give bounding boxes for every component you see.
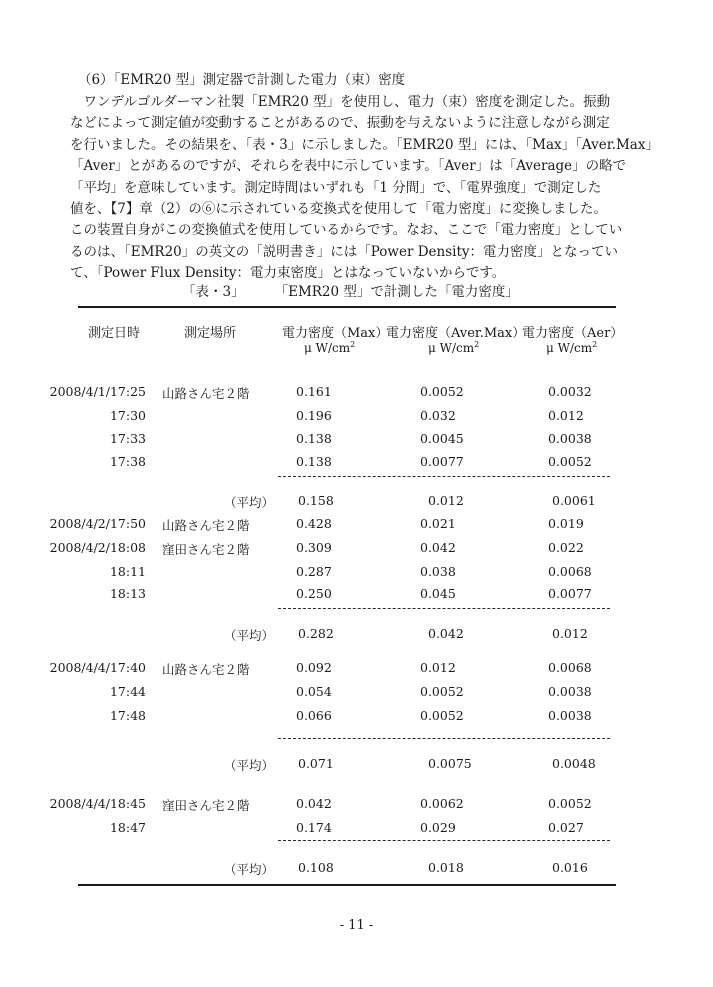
average-avermax-cell: 0.042: [428, 626, 464, 641]
average-aer-cell: 0.016: [552, 860, 588, 875]
max-cell: 0.428: [296, 516, 332, 531]
datetime-cell: 2008/4/4/17:40: [49, 660, 146, 675]
aer-cell: 0.0052: [548, 454, 592, 469]
dashed-separator: [278, 476, 610, 477]
table-caption: [182, 280, 519, 300]
header-place: 測定場所: [184, 326, 237, 341]
paragraph-line: などによって測定値が変動することがあるので、振動を与えないように注意しながら測定: [70, 115, 610, 132]
datetime-cell: 18:47: [109, 820, 146, 835]
paragraph-line: 値を、【7】章（2）の⑥に示されている変換式を使用して「電力密度」に変換しました。: [70, 201, 607, 218]
aer-cell: 0.0052: [548, 796, 592, 811]
dashed-separator: [278, 738, 610, 739]
avermax-cell: 0.0062: [420, 796, 464, 811]
aer-cell: 0.0038: [548, 684, 592, 699]
header-avermax: 電力密度（Aver.Max）: [386, 326, 526, 341]
datetime-cell: 17:38: [109, 454, 146, 469]
paragraph-line: るのは、「EMR20」の英文の「説明書き」には「Power Density：電力密度」となってい: [70, 243, 619, 260]
average-max-cell: 0.108: [298, 860, 334, 875]
aer-cell: 0.0032: [548, 384, 592, 399]
max-cell: 0.066: [296, 708, 332, 723]
paragraph-line: を行いました。その結果を、「表・3」に示しました。「EMR20 型」には、「Max」「Aver.Max」: [70, 136, 659, 153]
avermax-cell: 0.029: [420, 820, 456, 835]
max-cell: 0.042: [296, 796, 332, 811]
dashed-separator: [278, 840, 610, 841]
max-cell: 0.287: [296, 564, 332, 579]
avermax-cell: 0.0052: [420, 708, 464, 723]
aer-cell: 0.022: [548, 540, 584, 555]
place-cell: 山路さん宅２階: [162, 386, 250, 401]
body-paragraph: [70, 92, 659, 285]
aer-cell: 0.0068: [548, 660, 592, 675]
aer-cell: 0.019: [548, 516, 584, 531]
place-cell: 窪田さん宅２階: [162, 542, 250, 557]
table-caption-title: 「EMR20 型」で計測した「電力密度」: [274, 284, 519, 300]
datetime-cell: 17:33: [109, 431, 146, 446]
average-label: （平均）: [224, 862, 275, 877]
average-max-cell: 0.158: [298, 493, 334, 508]
page-number: - 11 -: [339, 918, 374, 933]
avermax-cell: 0.0052: [420, 684, 464, 699]
avermax-cell: 0.0052: [420, 384, 464, 399]
datetime-cell: 17:44: [109, 684, 146, 699]
avermax-cell: 0.012: [420, 660, 456, 675]
average-label: （平均）: [224, 495, 275, 510]
place-cell: 山路さん宅２階: [162, 662, 250, 677]
datetime-cell: 2008/4/1/17:25: [49, 384, 146, 399]
section-heading: （6）「EMR20 型」測定器で計測した電力（束）密度: [78, 72, 406, 88]
place-cell: 山路さん宅２階: [162, 518, 250, 533]
average-label: （平均）: [224, 758, 275, 773]
avermax-cell: 0.021: [420, 516, 456, 531]
average-avermax-cell: 0.018: [428, 860, 464, 875]
average-label: （平均）: [224, 628, 275, 643]
table-caption-label: 「表・3」: [182, 284, 245, 300]
unit-max-prefix: μ W/cm: [304, 341, 351, 355]
average-aer-cell: 0.0061: [552, 493, 596, 508]
max-cell: 0.138: [296, 454, 332, 469]
average-aer-cell: 0.012: [552, 626, 588, 641]
table-bottom-rule: [78, 884, 616, 886]
avermax-cell: 0.0077: [420, 454, 464, 469]
unit-aer-prefix: μ W/cm: [546, 341, 593, 355]
average-aer-cell: 0.0048: [552, 756, 596, 771]
aer-cell: 0.0038: [548, 708, 592, 723]
paragraph-line: ワンデルゴルダーマン社製「EMR20 型」を使用し、電力（束）密度を測定した。振動: [70, 94, 611, 110]
unit-avermax-exp: 2: [474, 340, 480, 349]
aer-cell: 0.0077: [548, 586, 592, 601]
avermax-cell: 0.0045: [420, 431, 464, 446]
unit-max: [304, 340, 355, 355]
unit-avermax-prefix: μ W/cm: [428, 341, 475, 355]
unit-max-exp: 2: [350, 340, 356, 349]
header-aer: 電力密度（Aer）: [522, 326, 624, 341]
header-max: 電力密度（Max）: [282, 326, 389, 341]
table-top-rule: [78, 306, 616, 308]
max-cell: 0.309: [296, 540, 332, 555]
max-cell: 0.092: [296, 660, 332, 675]
aer-cell: 0.0038: [548, 431, 592, 446]
paragraph-line: この装置自身がこの変換値式を使用しているからです。なお、ここで「電力密度」としてい: [70, 222, 623, 239]
unit-aer: [546, 340, 597, 355]
average-max-cell: 0.071: [298, 756, 334, 771]
aer-cell: 0.027: [548, 820, 584, 835]
avermax-cell: 0.032: [420, 408, 456, 423]
paragraph-line: 「平均」を意味しています。測定時間はいずれも「1 分間」で、「電界強度」で測定した: [70, 179, 602, 196]
paragraph-line: て、「Power Flux Density：電力束密度」とはなっていないからです。: [70, 265, 506, 282]
max-cell: 0.054: [296, 684, 332, 699]
avermax-cell: 0.042: [420, 540, 456, 555]
header-datetime: 測定日時: [88, 326, 141, 341]
avermax-cell: 0.038: [420, 564, 456, 579]
unit-avermax: [428, 340, 479, 355]
max-cell: 0.138: [296, 431, 332, 446]
max-cell: 0.161: [296, 384, 332, 399]
dashed-separator: [278, 608, 610, 609]
average-max-cell: 0.282: [298, 626, 334, 641]
average-avermax-cell: 0.0075: [428, 756, 472, 771]
datetime-cell: 18:11: [109, 564, 146, 579]
datetime-cell: 2008/4/4/18:45: [49, 796, 146, 811]
datetime-cell: 18:13: [109, 586, 146, 601]
unit-aer-exp: 2: [592, 340, 598, 349]
place-cell: 窪田さん宅２階: [162, 798, 250, 813]
max-cell: 0.250: [296, 586, 332, 601]
avermax-cell: 0.045: [420, 586, 456, 601]
datetime-cell: 17:48: [109, 708, 146, 723]
datetime-cell: 2008/4/2/18:08: [49, 540, 146, 555]
average-avermax-cell: 0.012: [428, 493, 464, 508]
aer-cell: 0.012: [548, 408, 584, 423]
datetime-cell: 2008/4/2/17:50: [49, 516, 146, 531]
paragraph-line: 「Aver」とがあるのですが、それらを表中に示しています。「Aver」は「Average」の略で: [70, 158, 627, 175]
max-cell: 0.174: [296, 820, 332, 835]
aer-cell: 0.0068: [548, 564, 592, 579]
max-cell: 0.196: [296, 408, 332, 423]
datetime-cell: 17:30: [109, 408, 146, 423]
